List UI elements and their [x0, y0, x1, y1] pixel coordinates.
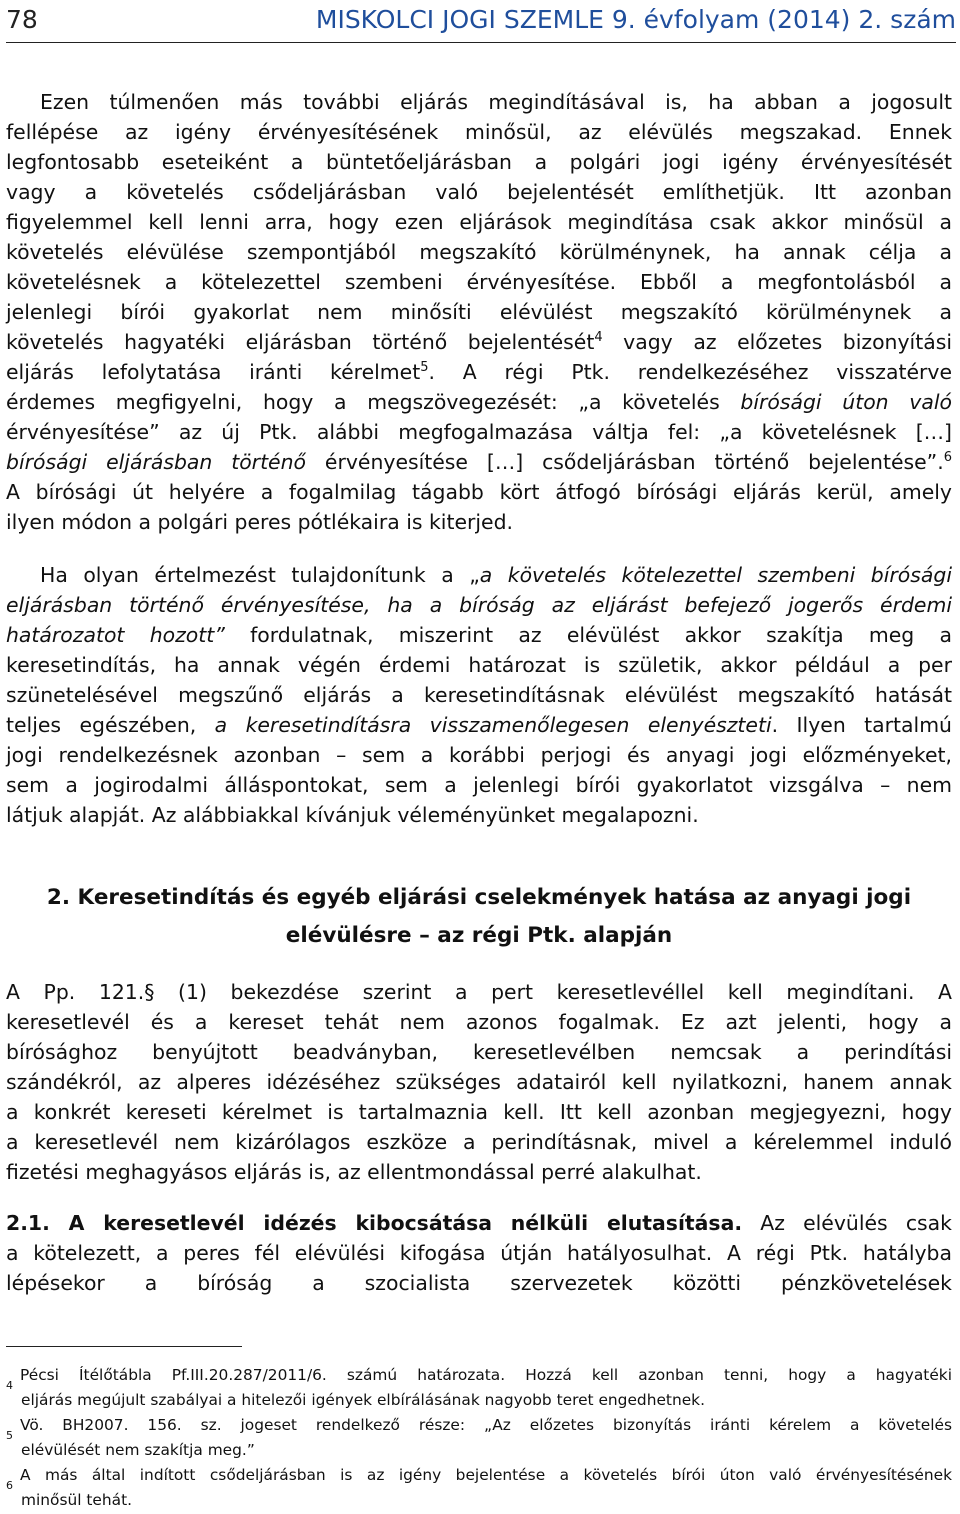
text-line: keresetindítás, ha annak végén érdemi határozat is születik, akkor például a per [6, 653, 952, 677]
footnotes [6, 1363, 952, 1513]
text-line: szándékról, az alperes idézéséhez szükséges adatairól kell nyilatkozni, hanem annak [6, 1070, 952, 1094]
text-line: fizetési meghagyásos eljárás is, az ellentmondással perré alakulhat. [6, 1160, 702, 1184]
text-line: Ezen túlmenően más további eljárás megindításával is, ha abban a jogosult [40, 90, 952, 114]
footnote-6: 6 A más által indított csődeljárásban is az igény bejelentése a követelés bírói úton való érvényesítésének [6, 1466, 952, 1492]
text-line: jogi rendelkezésnek azonban – sem a korábbi perjogi és anyagi jogi előzményeket, [6, 743, 952, 767]
text-run: eljárás lefolytatása iránti kérelmet [6, 360, 421, 384]
italic-run: eljárásban történő érvényesítése, ha a bíróság az eljárást befejező jogerős érdemi [6, 593, 952, 617]
text-line: ilyen módon a polgári peres pótlékaira is kiterjed. [6, 510, 514, 534]
heading-line: elévülésre – az régi Ptk. alapján [285, 923, 673, 948]
page-number: 78 [6, 5, 38, 34]
footnote-separator [6, 1346, 242, 1347]
footnote-text: A más által indított csődeljárásban is az igény bejelentése a követelés bírói úton való érvényesítésének [20, 1466, 952, 1484]
text-run: fordulatnak, miszerint az elévülést akkor szakítja meg a [224, 623, 952, 647]
text-line: vagy a követelés csődeljárásban való bejelentését említhetjük. Itt azonban [6, 180, 952, 204]
footnote-ref-4: 4 [594, 330, 603, 346]
text-run: . A régi Ptk. rendelkezéséhez visszatérve [428, 360, 952, 384]
text-line: keresetlevél és a kereset tehát nem azonos fogalmak. Ez azt jelenti, hogy a [6, 1010, 952, 1034]
paragraph-4 [6, 1208, 952, 1298]
text-line [6, 620, 952, 650]
text-line: követelés elévülése szempontjából megszakító körülménynek, ha annak célja a [6, 240, 952, 264]
paragraph-3 [6, 977, 952, 1187]
text-run: Az elévülés csak [742, 1211, 952, 1235]
text-run: érvényesítése […] csődeljárásban történő bejelentése”. [306, 450, 944, 474]
text-run: teljes egészében, [6, 713, 215, 737]
footnote-text: Vö. BH2007. 156. sz. jogeset rendelkező része: „Az előzetes bizonyítás iránti kérelem a követelés [20, 1416, 952, 1434]
subsection-heading: 2.1. A keresetlevél idézés kibocsátása nélküli elutasítása. [6, 1211, 743, 1235]
text-line: a kötelezett, a peres fél elévülési kifogása útján hatályosulhat. A régi Ptk. hatályba [6, 1241, 952, 1265]
text-line: látjuk alapját. Az alábbiakkal kívánjuk véleményünket megalapozni. [6, 803, 699, 827]
text-line: a keresetlevél nem kizárólagos eszköze a perindításnak, mivel a kérelemmel induló [6, 1130, 952, 1154]
text-line: fellépése az igény érvényesítésének minősül, az elévülés megszakad. Ennek [6, 120, 952, 144]
footnote-ref-6: 6 [943, 450, 952, 466]
text-run: érdemes megfigyelni, hogy a megszövegezését: „a követelés [6, 390, 741, 414]
text-run: Ha olyan értelmezést tulajdonítunk a „ [40, 563, 480, 587]
text-line: legfontosabb eseteiként a büntetőeljárásban a polgári jogi igény érvényesítését [6, 150, 952, 174]
text-line: a konkrét kereseti kérelmet is tartalmaznia kell. Itt kell azonban megjegyezni, hogy [6, 1100, 952, 1124]
text-line: lépésekor a bíróság a szocialista szervezetek közötti pénzkövetelések [6, 1271, 952, 1295]
text-line [6, 560, 952, 590]
text-line [6, 590, 952, 620]
footnote-ref-5: 5 [420, 360, 429, 376]
paragraph-1 [6, 87, 952, 537]
text-line [6, 447, 952, 477]
text-line: figyelemmel kell lenni arra, hogy ezen eljárások megindítása csak akkor minősül a [6, 210, 952, 234]
text-line [6, 387, 952, 417]
italic-run: bírósági eljárásban történő [6, 450, 307, 474]
text-line: A bírósági út helyére a fogalmilag tágabb kört átfogó bírósági eljárás kerül, amely [6, 480, 952, 504]
heading-line: 2. Keresetindítás és egyéb eljárási cselekmények hatása az anyagi jogi [46, 885, 912, 910]
text-line: szünetelésével megszűnő eljárás a keresetindításnak elévülést megszakító hatását [6, 683, 952, 707]
italic-run: a követelés kötelezettel szembeni bírósági [479, 563, 952, 587]
text-line: jelenlegi bírói gyakorlat nem minősíti elévülést megszakító körülménynek a [6, 300, 952, 324]
section-heading [6, 879, 952, 955]
journal-title: MISKOLCI JOGI SZEMLE 9. évfolyam (2014) 2. szám [315, 5, 956, 34]
text-line: sem a jogirodalmi álláspontokat, sem a jelenlegi bírói gyakorlatot vizsgálva – nem [6, 773, 952, 797]
text-line [6, 710, 952, 740]
text-line: A Pp. 121.§ (1) bekezdése szerint a pert keresetlevéllel kell megindítani. A [6, 980, 952, 1004]
italic-run: határozatot hozott” [6, 623, 225, 647]
footnote-text: Pécsi Ítélőtábla Pf.III.20.287/2011/6. számú határozata. Hozzá kell azonban tenni, hogy a hagyatéki [20, 1366, 952, 1384]
footnote-text: eljárás megújult szabályai a hitelezői igények elbírálásának nagyobb teret engedhetnek. [21, 1391, 705, 1409]
text-line [6, 1208, 952, 1238]
paragraph-2 [6, 560, 952, 830]
text-run: vagy az előzetes bizonyítási [602, 330, 952, 354]
text-run: . Ilyen tartalmú [771, 713, 952, 737]
footnote-text: minősül tehát. [21, 1491, 132, 1509]
text-line: bírósághoz benyújtott beadványban, keresetlevélben nemcsak a perindítási [6, 1040, 952, 1064]
italic-run: a keresetindításra visszamenőlegesen elenyészteti [214, 713, 772, 737]
text-run: követelés hagyatéki eljárásban történő bejelentését [6, 330, 595, 354]
footnote-5: 5 Vö. BH2007. 156. sz. jogeset rendelkező része: „Az előzetes bizonyítás iránti kérelem a követelés [6, 1416, 952, 1442]
footnote-text: elévülését nem szakítja meg.” [21, 1441, 255, 1459]
text-line [6, 357, 952, 387]
page-header [6, 2, 956, 43]
italic-run: bírósági úton való [740, 390, 952, 414]
text-line: érvényesítése” az új Ptk. alábbi megfogalmazása váltja fel: „a követelésnek […] [6, 420, 952, 444]
footnote-4: 4 Pécsi Ítélőtábla Pf.III.20.287/2011/6. számú határozata. Hozzá kell azonban tenni, hogy a hagyatéki [6, 1366, 952, 1392]
text-line [6, 327, 952, 357]
text-line: követelésnek a kötelezettel szembeni érvényesítése. Ebből a megfontolásból a [6, 270, 952, 294]
